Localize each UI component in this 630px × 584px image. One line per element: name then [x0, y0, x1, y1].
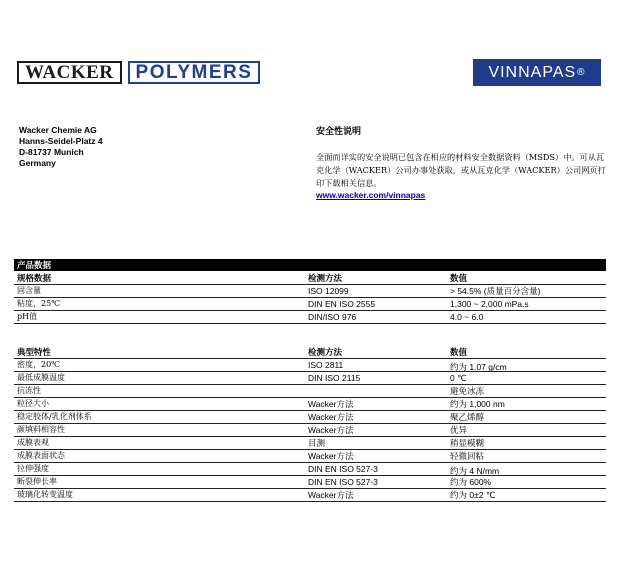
cell-property: 粘度，25℃	[17, 299, 61, 308]
cell-value: 轻微回粘	[450, 451, 485, 461]
cell-value: > 54.5% (质量百分含量)	[450, 286, 541, 296]
spec-col-value: 数值	[450, 273, 468, 283]
registered-mark: ®	[577, 67, 586, 78]
cell-method: ISO 12099	[308, 286, 349, 296]
cell-method: DIN EN ISO 527-3	[308, 464, 378, 474]
spec-header-row	[14, 272, 606, 285]
address-line-3: D-81737 Munich	[19, 147, 84, 157]
cell-method: DIN/ISO 976	[308, 312, 357, 322]
polymers-logo-text: POLYMERS	[128, 61, 261, 84]
table-row	[14, 359, 606, 372]
cell-property: 颜填料相容性	[17, 425, 65, 434]
cell-value: 优异	[450, 425, 468, 435]
spec-col-method: 检测方法	[308, 273, 343, 283]
cell-method: DIN ISO 2115	[308, 373, 361, 383]
wacker-website-link[interactable]: www.wacker.com/vinnapas	[316, 190, 426, 200]
safety-notes	[316, 124, 606, 200]
table-row	[14, 450, 606, 463]
table-row	[14, 398, 606, 411]
cell-method: ISO 2811	[308, 360, 344, 370]
cell-property: 抗冻性	[17, 386, 41, 395]
cell-value: 约为 0±2 ℃	[450, 490, 496, 500]
specification-table	[14, 272, 606, 324]
table-row	[14, 476, 606, 489]
safety-title: 安全性说明	[316, 126, 362, 136]
cell-method: DIN EN ISO 2555	[308, 299, 376, 309]
typ-header-row	[14, 346, 606, 359]
typ-col-property: 典型特性	[17, 347, 52, 357]
table-row	[14, 424, 606, 437]
cell-value: 约为 600%	[450, 477, 492, 487]
cell-property: 稳定胶体/乳化剂体系	[17, 412, 92, 421]
cell-property: pH值	[17, 312, 38, 321]
cell-method: DIN EN ISO 527-3	[308, 477, 378, 487]
cell-value: 稍显模糊	[450, 438, 485, 448]
cell-property: 玻璃化转变温度	[17, 490, 73, 499]
safety-body: 全面而详实的安全说明已包含在相应的材料安全数据资料（MSDS）中。可从瓦克化学（WACKER）公司办事处获取，或从瓦克化学（WACKER）公司网页打印下载相关信息。	[316, 152, 606, 188]
typ-col-value: 数值	[450, 347, 468, 357]
table-row	[14, 285, 606, 298]
cell-property: 成膜表观	[17, 438, 49, 447]
cell-value: 4.0 ~ 6.0	[450, 312, 484, 322]
cell-property: 密度，20℃	[17, 360, 61, 369]
cell-method: Wacker方法	[308, 425, 354, 435]
cell-property: 粒径大小	[17, 399, 49, 408]
cell-method: Wacker方法	[308, 490, 354, 500]
table-row	[14, 463, 606, 476]
brand-name: VINNAPAS	[488, 63, 577, 81]
cell-property: 最低成膜温度	[17, 373, 65, 382]
cell-method: Wacker方法	[308, 451, 354, 461]
wacker-polymers-logo	[17, 61, 260, 84]
address-line-4: Germany	[19, 158, 56, 168]
address-line-1: Wacker Chemie AG	[19, 125, 97, 135]
table-row	[14, 372, 606, 385]
cell-value: 约为 4 N/mm	[450, 465, 500, 476]
wacker-logo-text: WACKER	[17, 61, 122, 84]
cell-method: 目测	[308, 438, 326, 448]
table-row	[14, 385, 606, 398]
cell-property: 成膜表面状态	[17, 451, 65, 460]
cell-method: Wacker方法	[308, 412, 354, 422]
cell-value: 1,300 ~ 2,000 mPa.s	[450, 299, 529, 309]
company-address	[19, 125, 103, 169]
cell-value: 0 ℃	[450, 373, 467, 383]
table-row	[14, 437, 606, 450]
cell-value: 约为 1.07 g/cm	[450, 361, 507, 372]
cell-value: 聚乙烯醇	[450, 412, 485, 422]
cell-property: 固含量	[17, 286, 41, 295]
address-line-2: Hanns-Seidel-Platz 4	[19, 136, 103, 146]
cell-value: 约为 1,000 nm	[450, 399, 505, 409]
cell-property: 断裂伸长率	[17, 477, 57, 486]
product-data-header: 产品数据	[14, 259, 606, 271]
cell-value: 避免冰冻	[450, 386, 485, 396]
cell-property: 拉伸强度	[17, 464, 49, 473]
typical-properties-table	[14, 346, 606, 502]
typ-col-method: 检测方法	[308, 347, 343, 357]
cell-method: Wacker方法	[308, 399, 354, 409]
table-row	[14, 311, 606, 324]
vinnapas-brand-logo	[473, 59, 601, 86]
table-row	[14, 298, 606, 311]
table-row	[14, 411, 606, 424]
table-row	[14, 489, 606, 502]
spec-col-property: 规格数据	[17, 273, 52, 283]
